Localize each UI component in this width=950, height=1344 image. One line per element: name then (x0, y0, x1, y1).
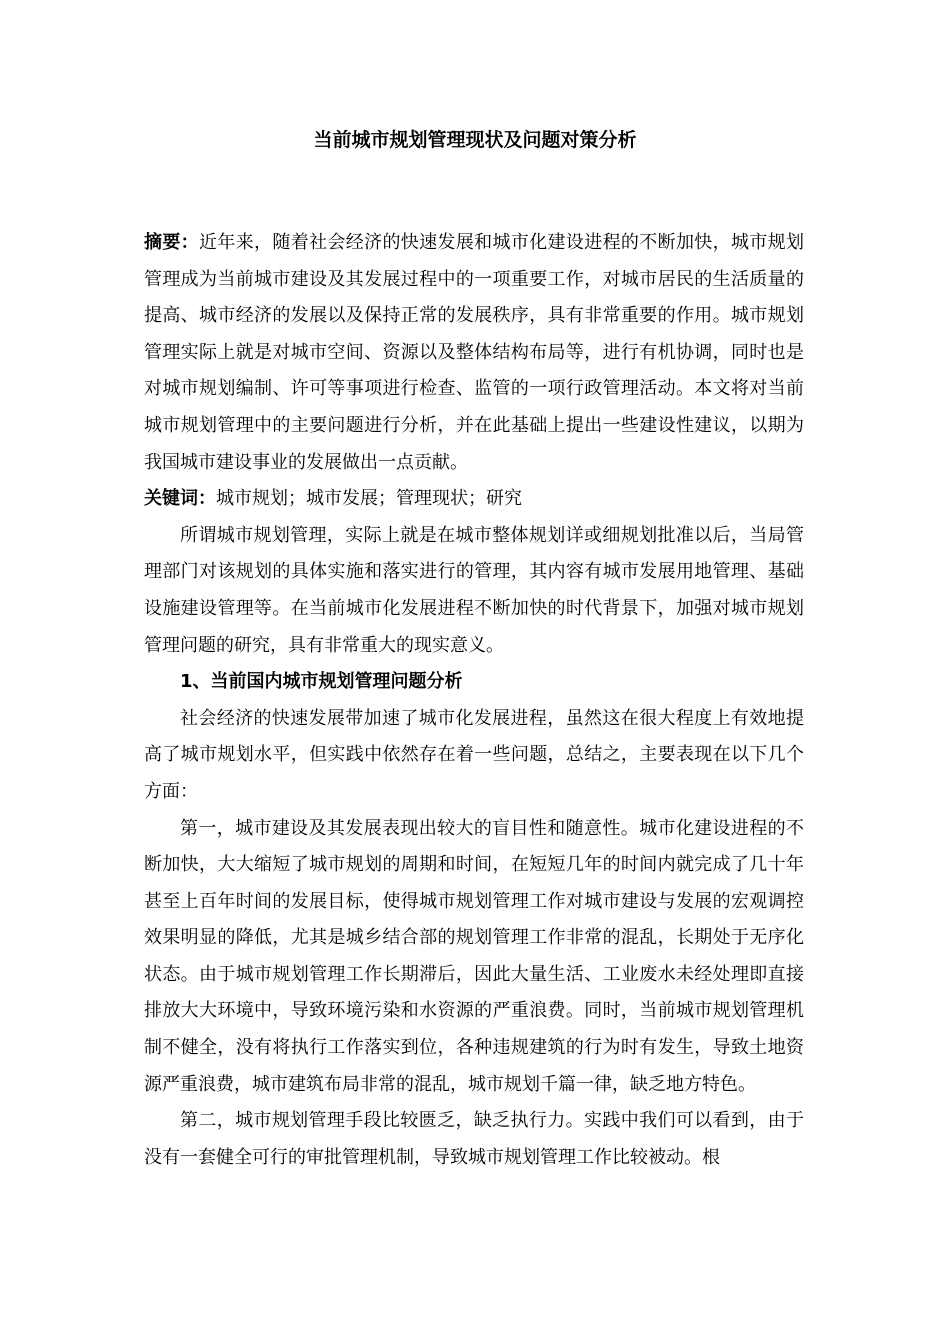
document-title: 当前城市规划管理现状及问题对策分析 (313, 129, 637, 151)
keywords-label: 关键词： (144, 488, 216, 510)
section-heading: 1、当前国内城市规划管理问题分析 (180, 671, 463, 693)
paragraph-3: 第二，城市规划管理手段比较匮乏，缺乏执行力。实践中我们可以看到，由于没有一套健全可行的审批管理机制，导致城市规划管理工作比较被动。根 (144, 1110, 804, 1168)
paragraph-2: 第一，城市建设及其发展表现出较大的盲目性和随意性。城市化建设进程的不断加快，大大缩短了城市规划的周期和时间，在短短几年的时间内就完成了几十年甚至上百年时间的发展目标，使得城市规划管理工作对城市建设与发展的宏观调控效果明显的降低，尤其是城乡结合部的规划管理工作非常的混乱，长期处于无序化状态。由于城市规划管理工作长期滞后，因此大量生活、工业废水未经处理即直接排放大大环境中，导致环境污染和水资源的严重浪费。同时，当前城市规划管理机制不健全，没有将执行工作落实到位，各种违规建筑的行为时有发生，导致土地资源严重浪费，城市建筑布局非常的混乱，城市规划千篇一律，缺乏地方特色。 (144, 817, 804, 1095)
abstract-text: 近年来，随着社会经济的快速发展和城市化建设进程的不断加快，城市规划管理成为当前城市建设及其发展过程中的一项重要工作，对城市居民的生活质量的提高、城市经济的发展以及保持正常的发展秩序，具有非常重要的作用。城市规划管理实际上就是对城市空间、资源以及整体结构布局等，进行有机协调，同时也是对城市规划编制、许可等事项进行检查、监管的一项行政管理活动。本文将对当前城市规划管理中的主要问题进行分析，并在此基础上提出一些建设性建议，以期为我国城市建设事业的发展做出一点贡献。 (144, 232, 804, 473)
intro-paragraph: 所谓城市规划管理，实际上就是在城市整体规划详或细规划批准以后，当局管理部门对该规划的具体实施和落实进行的管理，其内容有城市发展用地管理、基础设施建设管理等。在当前城市化发展进程不断加快的时代背景下，加强对城市规划管理问题的研究，具有非常重大的现实意义。 (144, 524, 804, 656)
document-body (144, 225, 804, 1176)
keywords-text: 城市规划；城市发展；管理现状；研究 (216, 488, 522, 510)
abstract-label: 摘要： (144, 232, 200, 253)
paragraph-1: 社会经济的快速发展带加速了城市化发展进程，虽然这在很大程度上有效地提高了城市规划水平，但实践中依然存在着一些问题，总结之，主要表现在以下几个方面： (144, 707, 804, 802)
abstract-paragraph (144, 225, 804, 481)
keywords-paragraph (144, 481, 804, 518)
